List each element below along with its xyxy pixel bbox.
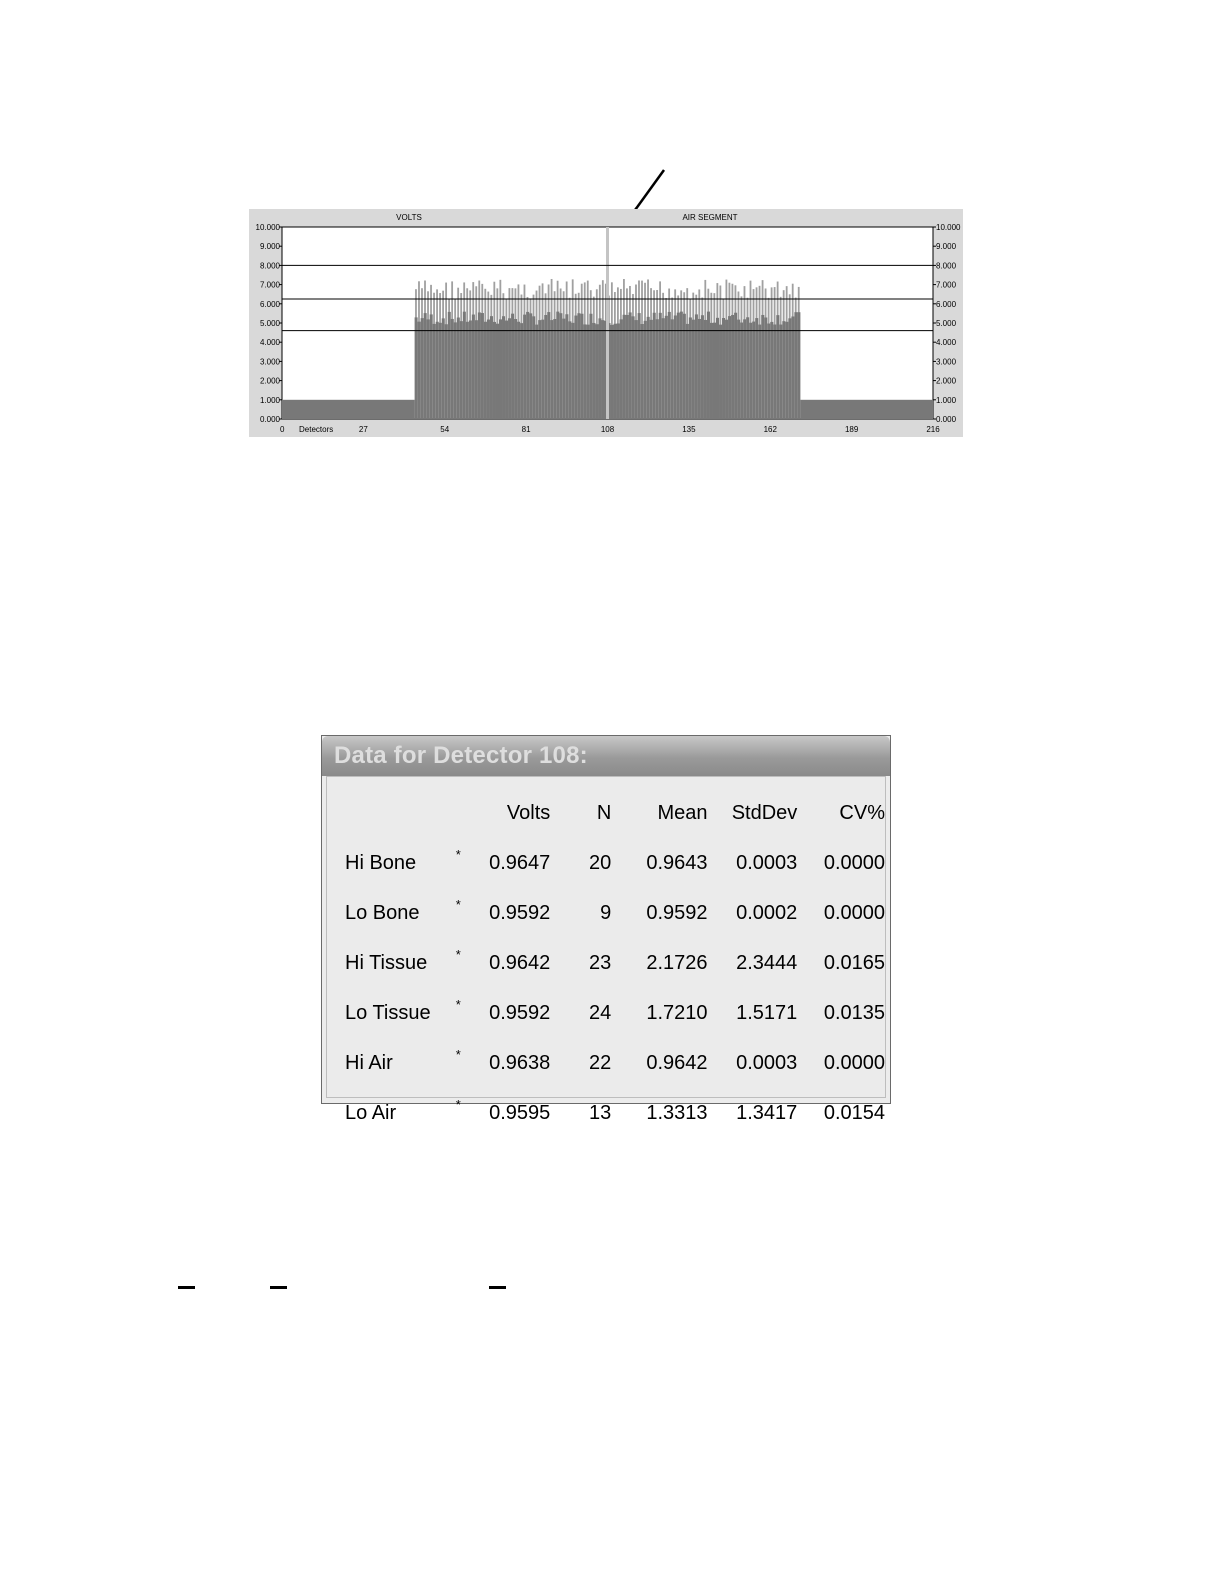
detector-bar [430,314,433,419]
header-blank-flag [456,789,468,838]
detector-bar [598,318,601,419]
detector-bar-light [774,287,776,331]
detector-bar [710,323,713,419]
detector-bar [514,319,517,419]
chart-title-right: AIR SEGMENT [682,213,738,222]
detector-bar [695,314,698,419]
header-cv: CV% [839,802,885,824]
row-stddev: 1.5171 [736,1001,798,1024]
detector-bar [436,322,439,419]
underline-mark [270,1286,287,1289]
y-tick-label-left: 1.000 [259,395,280,405]
row-label: Hi Bone [345,851,417,874]
header-blank [345,789,456,838]
detector-bar [686,324,689,419]
detector-bar [580,314,583,419]
detector-bar [764,317,767,419]
detector-bar [656,319,659,419]
detector-bar [532,316,535,419]
row-flag: * [455,997,461,1012]
y-tick-label-left: 10.000 [255,223,280,232]
y-tick-label-left: 3.000 [259,357,280,367]
detector-bar [746,317,749,419]
detector-bar-light [759,286,761,331]
row-n: 13 [589,1101,612,1124]
row-stddev: 0.0003 [736,851,798,874]
detector-bar [592,323,595,419]
table-row [345,988,885,1038]
row-flag: * [455,947,461,962]
detector-bar [638,313,641,419]
detector-bar [722,318,725,419]
detector-bar [559,313,562,419]
detector-bar [520,323,523,419]
underline-mark [489,1286,506,1289]
header-mean: Mean [657,802,708,824]
y-tick-label-right: 10.000 [936,223,961,232]
row-label: Lo Tissue [345,1001,431,1024]
detector-bar [794,312,797,419]
row-n: 22 [589,1051,612,1074]
row-volts: 0.9595 [489,1101,551,1124]
detector-bar [460,321,463,419]
detector-bar [740,323,743,419]
y-tick-label-left: 4.000 [259,338,280,348]
detector-bar [698,319,701,419]
detector-bar [541,320,544,419]
window-client-area [326,776,886,1124]
detector-bar [680,312,683,419]
detector-bar [653,313,656,419]
detector-bar-light [719,285,721,330]
y-tick-label-right: 5.000 [936,319,957,328]
row-label: Lo Bone [345,901,420,924]
chart-title-left: VOLTS [396,213,422,222]
detector-bar [665,316,668,419]
table-row [345,1038,885,1088]
detector-bar [770,322,773,419]
y-tick-label-right: 0.000 [936,415,957,424]
detector-bar-light [584,282,586,330]
header-volts: Volts [506,802,551,824]
detector-bar [505,321,508,419]
row-mean: 0.9592 [646,901,708,924]
table-row [345,838,885,888]
row-volts: 0.9642 [489,951,551,974]
detector-bar [641,324,644,419]
row-n: 20 [589,851,612,874]
detector-bar [577,313,580,419]
detector-bar [463,312,466,419]
row-mean: 2.1726 [646,951,708,974]
y-tick-label-left: 8.000 [259,261,280,271]
y-tick-label-right: 1.000 [936,395,957,405]
detector-bar [586,325,589,419]
row-label: Hi Air [345,1051,393,1074]
detector-bar [668,312,671,419]
detector-bar [466,322,469,419]
detector-bar [601,320,604,419]
header-stddev: StdDev [731,802,798,824]
detector-bar [785,322,788,419]
detector-bar [481,313,484,419]
x-tick-label: 0 [280,425,285,434]
y-tick-label-right: 9.000 [936,242,957,252]
detector-bar [644,321,647,419]
detector-bar [493,322,496,419]
detector-bar [617,323,620,419]
y-tick-label-right: 7.000 [936,280,957,290]
detector-bar [529,313,532,419]
row-cv: 0.0135 [823,1001,885,1024]
detector-bar [707,312,710,419]
y-tick-label-right: 6.000 [936,299,957,309]
row-stddev: 0.0002 [736,901,798,924]
detector-bar [755,318,758,419]
detector-bar [547,312,550,419]
detector-bar [758,325,761,419]
detector-bar [611,325,614,419]
x-tick-label: 54 [440,425,450,434]
y-axis-left [256,223,282,424]
detector-bar [779,325,782,419]
row-cv: 0.0154 [823,1101,885,1124]
x-tick-label: 81 [521,425,531,434]
detector-bar [595,324,598,419]
detector-bar [671,319,674,419]
detector-bar [589,314,592,419]
detector-bar [565,314,568,419]
flat-segment-bar [282,400,415,419]
detector-data-window[interactable] [321,735,891,1124]
y-tick-label-right: 3.000 [936,357,957,367]
underline-mark [178,1286,195,1289]
detector-bar [713,323,716,419]
detector-bar [457,318,460,419]
detector-bar [728,316,731,419]
detector-bar [424,313,427,419]
table-header-row [345,789,885,838]
row-flag: * [455,847,461,862]
detector-bar [508,318,511,419]
detector-bar [454,322,457,419]
y-tick-label-right: 2.000 [936,376,957,386]
detector-bar [620,319,623,419]
detector-bar [487,320,490,419]
detector-bar [683,314,686,419]
table-row [345,888,885,938]
detector-bar [647,317,650,419]
row-mean: 1.7210 [646,1001,708,1024]
detector-bar [614,324,617,419]
detector-volts-chart[interactable] [249,209,963,437]
table-row [345,1088,885,1138]
callout-pointer [0,0,1224,240]
detector-bar [439,323,442,419]
window-titlebar[interactable] [322,736,890,776]
row-flag: * [455,1047,461,1062]
y-tick-label-left: 6.000 [259,299,280,309]
row-n: 24 [589,1001,612,1024]
detector-bar [659,313,662,419]
window-title: Data for Detector 108: [334,742,588,769]
detector-bar [427,319,430,419]
detector-bar-light [587,281,589,331]
detector-bar [484,322,487,419]
x-axis [280,425,940,434]
row-flag: * [455,897,461,912]
detector-bar [782,321,785,419]
highlighted-detector-bar [606,227,609,419]
detector-bar [469,320,472,419]
x-tick-label: 162 [763,425,777,434]
detector-bar [797,312,800,419]
detector-bar [725,320,728,419]
detector-bar-light [611,282,613,330]
detector-bar-light [641,281,643,331]
detector-bar [490,316,493,419]
row-volts: 0.9647 [489,851,551,874]
detector-bar [415,317,418,419]
row-stddev: 1.3417 [736,1101,798,1124]
y-tick-label-right: 8.000 [936,261,957,271]
row-mean: 1.3313 [646,1101,708,1124]
detector-bar [550,320,553,419]
detector-bar [635,320,638,419]
row-volts: 0.9592 [489,1001,551,1024]
x-tick-label: 216 [926,425,940,434]
row-cv: 0.0000 [823,1051,885,1074]
detector-bar [773,324,776,419]
row-label: Hi Tissue [345,951,428,974]
row-cv: 0.0165 [823,951,885,974]
row-stddev: 0.0003 [736,1051,798,1074]
row-volts: 0.9638 [489,1051,551,1074]
detector-bar [662,318,665,419]
row-flag: * [455,1097,461,1112]
detector-bar [445,324,448,419]
detector-bar [716,318,719,419]
x-tick-label: 135 [682,425,696,434]
detector-bar [448,312,451,419]
chart-svg [249,209,963,437]
x-axis-label: Detectors [299,425,334,434]
detector-bar [737,320,740,419]
detector-bar [502,316,505,419]
detector-bar [677,313,680,419]
detector-bar [583,324,586,419]
detector-bar [526,312,529,419]
detector-bar [478,312,481,419]
table-row [345,938,885,988]
y-tick-label-left: 5.000 [259,319,280,328]
detector-bar [442,318,445,419]
detector-bar [743,319,746,419]
detector-bar [568,321,571,419]
detector-bar [692,320,695,419]
x-tick-label: 108 [600,425,615,434]
detector-bar [788,318,791,419]
y-axis-right [933,223,961,424]
detector-bar [538,320,541,419]
detector-bar [421,318,424,419]
y-tick-label-left: 2.000 [259,376,280,386]
detector-bar [499,319,502,419]
detector-bar [556,312,559,419]
detector-bar [562,319,565,419]
y-tick-label-left: 7.000 [259,280,280,290]
detector-bar [719,325,722,419]
detector-bar [791,316,794,419]
detector-bar [433,324,436,419]
flat-segment-bar [800,400,933,419]
detector-bar [734,313,737,419]
detector-bar [517,322,520,419]
detector-bar [496,324,499,419]
detector-bar [749,323,752,419]
detector-bar-light [445,283,447,331]
detector-bar [418,322,421,419]
row-cv: 0.0000 [823,901,885,924]
detector-bar [571,323,574,419]
detector-bar [704,320,707,419]
detector-bar [752,322,755,419]
detector-bar [689,317,692,419]
row-cv: 0.0000 [823,851,885,874]
x-tick-label: 189 [844,425,859,434]
row-stddev: 2.3444 [736,951,798,974]
row-mean: 0.9643 [646,851,708,874]
detector-bar [475,320,478,419]
detector-bar [650,320,653,419]
y-tick-label-left: 0.000 [259,415,280,424]
detector-bar [553,319,556,419]
detector-data-table [345,789,885,1138]
detector-bar [767,324,770,419]
row-volts: 0.9592 [489,901,551,924]
detector-bar [535,325,538,419]
row-n: 23 [589,951,612,974]
row-label: Lo Air [345,1101,397,1124]
y-tick-label-right: 4.000 [936,338,957,348]
header-n: N [596,802,612,824]
row-mean: 0.9642 [646,1051,708,1074]
detector-bar [629,312,632,419]
y-tick-label-left: 9.000 [259,242,280,252]
x-tick-label: 27 [358,425,368,434]
row-n: 9 [600,901,612,924]
detector-bar [632,316,635,419]
detector-bar [451,319,454,419]
detector-bar [511,314,514,419]
